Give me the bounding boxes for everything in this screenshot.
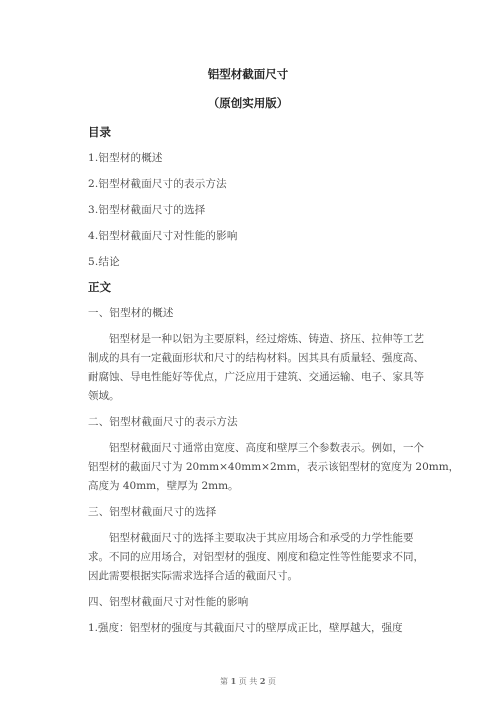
paragraph-line: 因此需要根据实际需求选择合适的截面尺寸。 xyxy=(88,570,298,582)
footer-suffix: 页 xyxy=(267,677,276,686)
section-heading-4: 四、铝型材截面尺寸对性能的影响 xyxy=(88,596,249,608)
toc-item-3: 3.铝型材截面尺寸的选择 xyxy=(88,204,206,216)
section-heading-3: 三、铝型材截面尺寸的选择 xyxy=(88,506,217,518)
body-heading: 正文 xyxy=(88,280,111,294)
paragraph-line: 1.强度：铝型材的强度与其截面尺寸的壁厚成正比，壁厚越大，强度 xyxy=(88,622,403,634)
paragraph-line: 耐腐蚀、导电性能好等优点，广泛应用于建筑、交通运输、电子、家具等 xyxy=(88,371,424,383)
paragraph-line: 铝型材的截面尺寸为 20mm×40mm×2mm，表示该铝型材的宽度为 20mm， xyxy=(88,461,460,473)
paragraph-line: 铝型材截面尺寸的选择主要取决于其应用场合和承受的力学性能要 xyxy=(109,532,414,544)
paragraph-line: 铝型材截面尺寸通常由宽度、高度和壁厚三个参数表示。例如，一个 xyxy=(109,442,424,454)
toc-heading: 目录 xyxy=(88,125,111,139)
document-subtitle: （原创实用版） xyxy=(207,96,289,110)
paragraph-line: 制成的具有一定截面形状和尺寸的结构材料。因其具有质量轻、强度高、 xyxy=(88,352,424,364)
page-footer xyxy=(0,676,496,687)
toc-item-4: 4.铝型材截面尺寸对性能的影响 xyxy=(88,230,238,242)
paragraph-line: 铝型材是一种以铝为主要原料，经过熔炼、铸造、挤压、拉伸等工艺 xyxy=(109,333,424,345)
footer-prefix: 第 xyxy=(220,677,229,686)
footer-total-pages: 2 xyxy=(259,676,266,686)
toc-item-5: 5.结论 xyxy=(88,256,120,268)
footer-page-number: 1 xyxy=(230,676,237,686)
section-heading-2: 二、铝型材截面尺寸的表示方法 xyxy=(88,416,238,428)
toc-item-2: 2.铝型材截面尺寸的表示方法 xyxy=(88,178,227,190)
paragraph-line: 求。不同的应用场合，对铝型材的强度、刚度和稳定性等性能要求不同， xyxy=(88,551,424,563)
paragraph-line: 高度为 40mm，壁厚为 2mm。 xyxy=(88,480,239,492)
toc-item-1: 1.铝型材的概述 xyxy=(88,152,163,164)
section-heading-1: 一、铝型材的概述 xyxy=(88,307,174,319)
footer-middle: 页 共 xyxy=(238,677,258,686)
document-title: 铝型材截面尺寸 xyxy=(207,67,289,81)
paragraph-line: 领域。 xyxy=(88,390,120,402)
